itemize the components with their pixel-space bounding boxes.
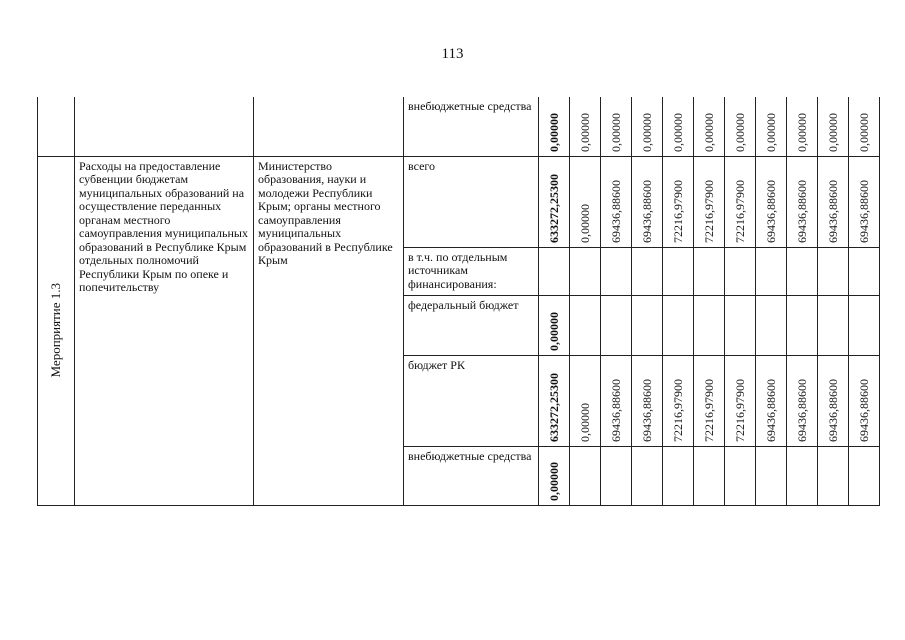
year-value: 69436,88600 [825, 179, 840, 243]
year-cell [787, 295, 818, 355]
total-cell [539, 247, 570, 295]
source-label: всего [408, 158, 436, 173]
year-value: 72216,97900 [701, 378, 716, 442]
year-value: 0,00000 [670, 112, 685, 152]
year-cell [787, 97, 818, 156]
total-value: 633272,25300 [546, 173, 561, 243]
source-label: бюджет РК [408, 357, 465, 372]
year-cell [694, 355, 725, 446]
year-cell [818, 156, 849, 247]
table-row [38, 156, 880, 247]
year-cell [632, 247, 663, 295]
measure-name-cell [75, 156, 254, 505]
year-cell [818, 295, 849, 355]
measure-name: Расходы на предоставление субвенции бюджетам муниципальных образований на осуществление переданных органам местного самоуправления муниципальных образований в Республике Крым отдельных полномочий Республики Крым по опеке и попечительству [79, 158, 248, 294]
total-cell [539, 446, 570, 505]
year-cell [787, 156, 818, 247]
year-cell [849, 446, 880, 505]
year-cell [725, 295, 756, 355]
year-cell [632, 97, 663, 156]
year-value: 69436,88600 [825, 378, 840, 442]
year-cell [849, 295, 880, 355]
year-cell [632, 295, 663, 355]
year-cell [818, 247, 849, 295]
year-cell [787, 446, 818, 505]
year-cell [725, 247, 756, 295]
year-value: 0,00000 [608, 112, 623, 152]
year-cell [570, 247, 601, 295]
total-cell [539, 156, 570, 247]
year-cell [756, 156, 787, 247]
year-cell [694, 156, 725, 247]
executor-cell [254, 156, 404, 505]
year-cell [756, 446, 787, 505]
source-label-cell [404, 355, 539, 446]
page-number: 113 [441, 46, 464, 62]
year-value: 0,00000 [763, 112, 778, 152]
source-label: внебюджетные средства [408, 99, 532, 113]
year-cell [849, 156, 880, 247]
year-cell [601, 247, 632, 295]
year-cell [694, 295, 725, 355]
year-value: 69436,88600 [608, 378, 623, 442]
year-value: 0,00000 [794, 112, 809, 152]
table-row [38, 97, 880, 156]
year-cell [694, 97, 725, 156]
year-cell [787, 247, 818, 295]
budget-table [37, 97, 880, 506]
year-value: 69436,88600 [794, 378, 809, 442]
measure-name-cell-empty [75, 97, 254, 156]
year-cell [725, 355, 756, 446]
year-cell [725, 446, 756, 505]
source-label: в т.ч. по отдельным источникам финансирования: [408, 249, 508, 291]
year-value: 72216,97900 [732, 179, 747, 243]
measure-code-cell [38, 156, 75, 505]
year-value: 0,00000 [732, 112, 747, 152]
year-value: 69436,88600 [763, 179, 778, 243]
year-value: 69436,88600 [856, 378, 871, 442]
year-value: 69436,88600 [856, 179, 871, 243]
source-label-cell [404, 446, 539, 505]
year-value: 0,00000 [825, 112, 840, 152]
year-cell [756, 295, 787, 355]
measure-code-cell-empty [38, 97, 75, 156]
year-cell [849, 97, 880, 156]
year-cell [601, 295, 632, 355]
source-label-cell [404, 156, 539, 247]
year-cell [756, 97, 787, 156]
year-value: 69436,88600 [639, 378, 654, 442]
year-cell [663, 446, 694, 505]
year-cell [663, 97, 694, 156]
year-value: 72216,97900 [670, 378, 685, 442]
year-cell [663, 247, 694, 295]
source-label: внебюджетные средства [408, 448, 532, 463]
year-cell [570, 295, 601, 355]
year-value: 0,00000 [577, 402, 592, 442]
year-value: 0,00000 [639, 112, 654, 152]
year-cell [570, 446, 601, 505]
year-cell [570, 97, 601, 156]
year-value: 69436,88600 [608, 179, 623, 243]
year-cell [694, 446, 725, 505]
year-cell [849, 355, 880, 446]
year-cell [601, 355, 632, 446]
year-cell [601, 156, 632, 247]
year-value: 72216,97900 [670, 179, 685, 243]
executor-cell-empty [254, 97, 404, 156]
total-cell [539, 97, 570, 156]
year-cell [632, 156, 663, 247]
year-cell [725, 97, 756, 156]
year-cell [756, 355, 787, 446]
total-value: 0,00000 [546, 311, 561, 351]
executor-name: Министерство образования, науки и молодежи Республики Крым; органы местного самоуправления муниципальных образований в Республике Крым [258, 158, 393, 267]
year-value: 0,00000 [856, 112, 871, 152]
year-cell [632, 355, 663, 446]
measure-code: Мероприятие 1.3 [48, 283, 64, 378]
year-cell [818, 446, 849, 505]
source-label: федеральный бюджет [408, 297, 519, 312]
year-cell [725, 156, 756, 247]
year-cell [818, 355, 849, 446]
total-value: 633272,25300 [546, 372, 561, 442]
year-value: 0,00000 [577, 112, 592, 152]
year-cell [663, 355, 694, 446]
year-cell [818, 97, 849, 156]
year-value: 72216,97900 [732, 378, 747, 442]
source-label-cell [404, 97, 539, 156]
year-cell [663, 295, 694, 355]
year-value: 72216,97900 [701, 179, 716, 243]
source-label-cell [404, 247, 539, 295]
total-cell [539, 295, 570, 355]
year-cell [570, 355, 601, 446]
year-cell [787, 355, 818, 446]
year-cell [632, 446, 663, 505]
year-cell [756, 247, 787, 295]
year-value: 69436,88600 [639, 179, 654, 243]
year-cell [694, 247, 725, 295]
source-label-cell [404, 295, 539, 355]
year-cell [663, 156, 694, 247]
year-value: 0,00000 [577, 203, 592, 243]
year-cell [849, 247, 880, 295]
total-value: 0,00000 [546, 112, 561, 152]
year-value: 69436,88600 [794, 179, 809, 243]
total-cell [539, 355, 570, 446]
year-cell [601, 97, 632, 156]
year-value: 0,00000 [701, 112, 716, 152]
year-value: 69436,88600 [763, 378, 778, 442]
total-value: 0,00000 [546, 461, 561, 501]
year-cell [570, 156, 601, 247]
year-cell [601, 446, 632, 505]
